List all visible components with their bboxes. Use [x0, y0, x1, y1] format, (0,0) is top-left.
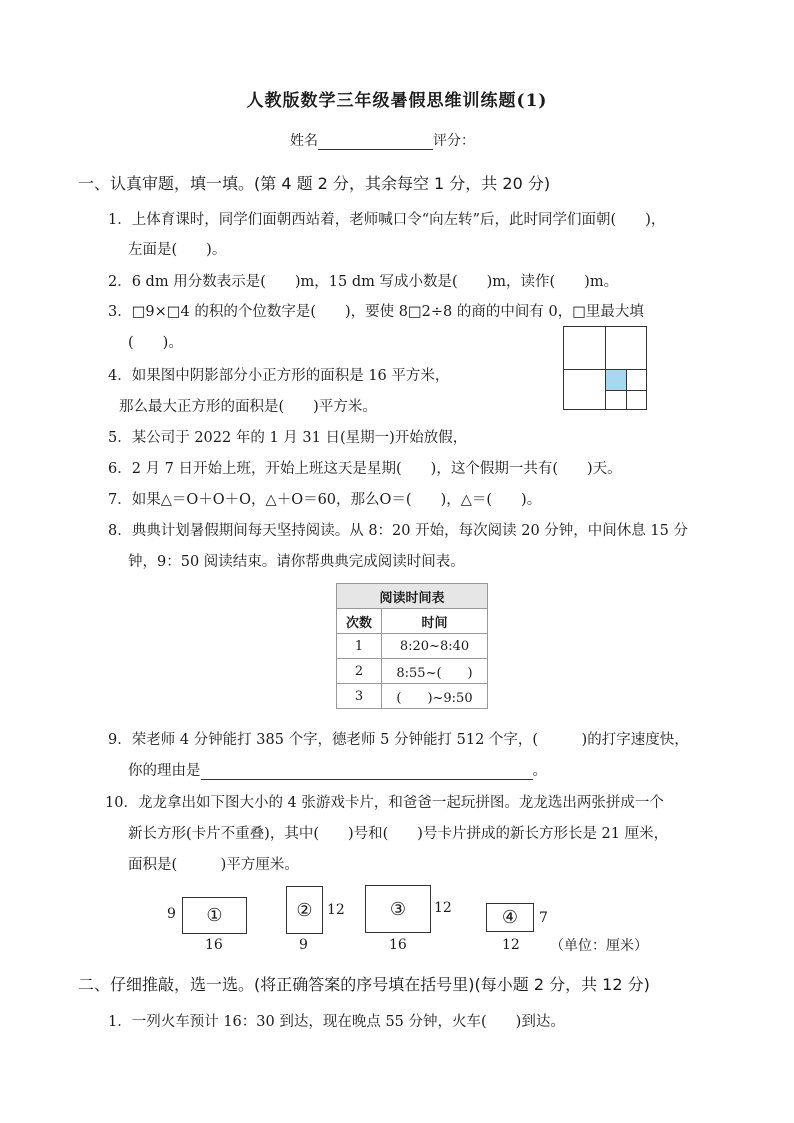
shaded-square	[606, 370, 626, 390]
q8-line2: 钟，9：50 阅读结束。请你帮典典完成阅读时间表。	[128, 554, 465, 570]
card-4-bottom: 12	[502, 937, 520, 953]
q3-line2: ( )。	[128, 335, 183, 351]
s2-q1: 1．一列火车预计 16：30 到达，现在晚点 55 分钟，火车( )到达。	[108, 1014, 565, 1030]
card-4-side: 7	[539, 910, 548, 926]
q8-line1: 8．典典计划暑假期间每天坚持阅读。从 8：20 开始，每次阅读 20 分钟，中间休息 15 分	[108, 523, 688, 539]
q9-end: 。	[532, 763, 547, 779]
q7: 7．如果△＝O＋O＋O，△＋O＝60，那么O＝( )，△＝( )。	[108, 492, 542, 508]
card-1-side: 9	[167, 906, 176, 922]
q10-line3: 面积是( )平方厘米。	[128, 857, 299, 873]
card-2-bottom: 9	[299, 937, 308, 953]
q1-line1: 1．上体育课时，同学们面朝西站着，老师喊口令“向左转”后，此时同学们面朝( )，	[108, 212, 666, 228]
q9-line2	[128, 759, 547, 780]
table-cell-count: 3	[337, 684, 382, 709]
unit-note: （单位：厘米）	[550, 938, 648, 954]
q5: 5．某公司于 2022 年的 1 月 31 日(星期一)开始放假，	[108, 430, 468, 446]
score-label: 评分：	[433, 133, 475, 149]
page-title: 人教版数学三年级暑假思维训练题(1)	[246, 91, 548, 111]
table-row	[337, 659, 488, 684]
table-cell-count: 2	[337, 659, 382, 684]
table-row	[337, 634, 488, 659]
card-1: ①	[182, 897, 247, 934]
name-score-row	[290, 130, 475, 150]
section2-heading: 二、仔细推敲，选一选。(将正确答案的序号填在括号里)(每小题 2 分，共 12 分)	[78, 975, 650, 994]
q9-reason-label: 你的理由是	[128, 763, 201, 779]
name-blank[interactable]	[318, 135, 433, 150]
table-cell-time[interactable]: 8:55~( )	[382, 659, 488, 684]
table-col-count: 次数	[337, 609, 382, 634]
squares-figure	[563, 326, 647, 410]
q3-line1: 3．□9×□4 的积的个位数字是( )，要使 8□2÷8 的商的中间有 0，□里最大填	[108, 304, 644, 320]
q2: 2．6 dm 用分数表示是( )m，15 dm 写成小数是( )m，读作( )m。	[108, 274, 619, 290]
table-cell-time[interactable]: ( )~9:50	[382, 684, 488, 709]
section1-heading: 一、认真审题，填一填。(第 4 题 2 分，其余每空 1 分，共 20 分)	[78, 174, 551, 193]
card-3-bottom: 16	[389, 937, 407, 953]
q9-answer-blank[interactable]	[201, 764, 533, 780]
figure-line	[564, 369, 646, 370]
q10-line1: 10．龙龙拿出如下图大小的 4 张游戏卡片，和爸爸一起玩拼图。龙龙选出两张拼成一个	[105, 795, 664, 811]
card-3: ③	[365, 885, 431, 933]
table-cell-time: 8:20~8:40	[382, 634, 488, 659]
table-title: 阅读时间表	[337, 584, 488, 609]
q4-line2: 那么最大正方形的面积是( )平方米。	[119, 399, 377, 415]
card-2-side: 12	[327, 902, 345, 918]
table-row	[337, 684, 488, 709]
card-4: ④	[486, 903, 534, 932]
table-cell-count: 1	[337, 634, 382, 659]
figure-line	[626, 369, 627, 409]
q10-line2: 新长方形(卡片不重叠)，其中( )号和( )号卡片拼成的新长方形长是 21 厘米，	[128, 826, 669, 842]
table-col-time: 时间	[382, 609, 488, 634]
card-3-side: 12	[434, 900, 452, 916]
name-label: 姓名	[290, 133, 318, 149]
card-2: ②	[286, 886, 323, 934]
figure-line	[606, 390, 646, 391]
card-1-bottom: 16	[205, 937, 223, 953]
reading-time-table	[336, 583, 488, 709]
q9-line1: 9．荣老师 4 分钟能打 385 个字，德老师 5 分钟能打 512 个字，( )的打字速度快，	[108, 732, 689, 748]
q1-line2: 左面是( )。	[128, 242, 227, 258]
q6: 6．2 月 7 日开始上班，开始上班这天是星期( )，这个假期一共有( )天。	[108, 461, 622, 477]
figure-line	[605, 327, 606, 409]
q4-line1: 4．如果图中阴影部分小正方形的面积是 16 平方米，	[108, 368, 450, 384]
